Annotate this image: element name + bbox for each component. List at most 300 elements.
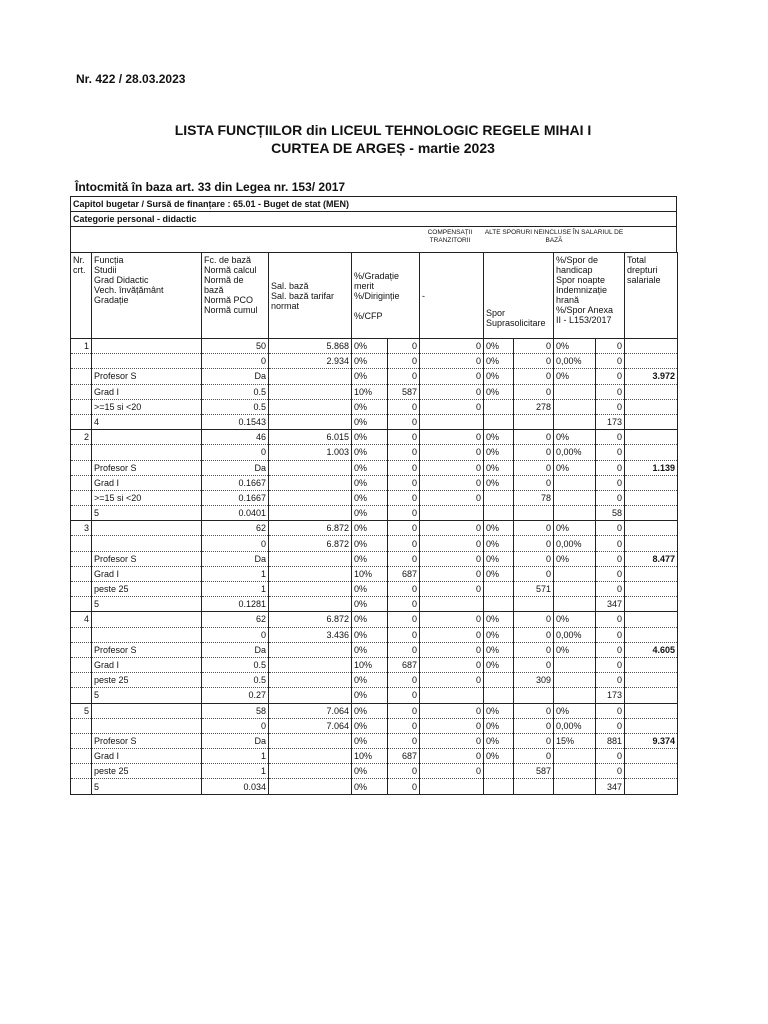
cell-nr xyxy=(71,582,92,597)
cell-total: 9.374 xyxy=(625,733,678,748)
cell-functia: Grad I xyxy=(92,657,202,672)
cell-spor-pct xyxy=(484,582,514,597)
cell-spor-val: 0 xyxy=(514,445,554,460)
header-spor-suprasolicitare: Spor Suprasolicitare xyxy=(484,253,554,339)
cell-gradatie-val: 0 xyxy=(388,354,420,369)
cell-handicap-pct xyxy=(554,399,596,414)
cell-gradatie-pct: 0% xyxy=(352,536,388,551)
cell-nr xyxy=(71,384,92,399)
table-row xyxy=(71,430,678,445)
cell-compensatii: 0 xyxy=(420,673,484,688)
cell-handicap-val: 0 xyxy=(596,764,625,779)
cell-handicap-val: 0 xyxy=(596,339,625,354)
cell-compensatii: 0 xyxy=(420,521,484,536)
cell-nr xyxy=(71,733,92,748)
cell-gradatie-val: 0 xyxy=(388,642,420,657)
table-row xyxy=(71,475,678,490)
cell-spor-val xyxy=(514,414,554,429)
cell-sal-baza xyxy=(269,475,352,490)
cell-compensatii xyxy=(420,414,484,429)
cell-sal-baza xyxy=(269,384,352,399)
cell-fc-baza: 0.1281 xyxy=(202,597,269,612)
cell-compensatii: 0 xyxy=(420,369,484,384)
cell-sal-baza xyxy=(269,490,352,505)
cell-spor-val xyxy=(514,688,554,703)
budget-chapter-row: Capitol bugetar / Sursă de finanțare : 65.01 - Buget de stat (MEN) xyxy=(70,196,677,212)
cell-compensatii: 0 xyxy=(420,718,484,733)
cell-fc-baza: 0 xyxy=(202,445,269,460)
cell-spor-val: 0 xyxy=(514,551,554,566)
header-functia: Funcția Studii Grad Didactic Vech. învățământ Gradație xyxy=(92,253,202,339)
cell-gradatie-pct: 10% xyxy=(352,657,388,672)
cell-spor-val: 0 xyxy=(514,642,554,657)
cell-fc-baza: 58 xyxy=(202,703,269,718)
table-row xyxy=(71,642,678,657)
cell-compensatii xyxy=(420,597,484,612)
cell-sal-baza: 5.868 xyxy=(269,339,352,354)
table-row xyxy=(71,566,678,581)
cell-total: 8.477 xyxy=(625,551,678,566)
cell-handicap-pct: 0,00% xyxy=(554,354,596,369)
cell-fc-baza: 0.0401 xyxy=(202,506,269,521)
cell-handicap-val: 347 xyxy=(596,779,625,794)
cell-handicap-val: 0 xyxy=(596,749,625,764)
cell-fc-baza: 1 xyxy=(202,582,269,597)
cell-spor-pct: 0% xyxy=(484,612,514,627)
cell-gradatie-pct: 0% xyxy=(352,506,388,521)
cell-fc-baza: 0.27 xyxy=(202,688,269,703)
cell-handicap-val: 0 xyxy=(596,612,625,627)
table-row xyxy=(71,399,678,414)
cell-gradatie-val: 0 xyxy=(388,703,420,718)
cell-spor-val: 0 xyxy=(514,521,554,536)
cell-gradatie-val: 0 xyxy=(388,688,420,703)
cell-gradatie-pct: 0% xyxy=(352,521,388,536)
cell-total: 4.605 xyxy=(625,642,678,657)
cell-spor-pct: 0% xyxy=(484,733,514,748)
column-header-row xyxy=(71,253,678,339)
cell-gradatie-pct: 0% xyxy=(352,688,388,703)
cell-total: 1.139 xyxy=(625,460,678,475)
cell-compensatii: 0 xyxy=(420,733,484,748)
cell-gradatie-val: 0 xyxy=(388,597,420,612)
cell-total xyxy=(625,475,678,490)
cell-fc-baza: 0.1667 xyxy=(202,475,269,490)
cell-fc-baza: 50 xyxy=(202,339,269,354)
cell-sal-baza xyxy=(269,642,352,657)
cell-handicap-val: 173 xyxy=(596,414,625,429)
cell-compensatii: 0 xyxy=(420,642,484,657)
cell-fc-baza: 46 xyxy=(202,430,269,445)
cell-gradatie-pct: 0% xyxy=(352,475,388,490)
cell-total xyxy=(625,566,678,581)
cell-compensatii: 0 xyxy=(420,627,484,642)
header-spor-handicap: %/Spor de handicap Spor noapte Indemnizație hrană %/Spor Anexa II - L153/2017 xyxy=(554,253,625,339)
cell-spor-val xyxy=(514,597,554,612)
cell-spor-val: 0 xyxy=(514,657,554,672)
cell-nr xyxy=(71,536,92,551)
group-compensatii: COMPENSAȚII TRANZITORII xyxy=(427,229,473,244)
cell-sal-baza xyxy=(269,764,352,779)
cell-gradatie-pct: 0% xyxy=(352,597,388,612)
cell-sal-baza: 7.064 xyxy=(269,703,352,718)
staff-category-row: Categorie personal - didactic xyxy=(70,211,677,227)
table-row xyxy=(71,551,678,566)
table-row xyxy=(71,673,678,688)
cell-functia xyxy=(92,354,202,369)
cell-handicap-val: 347 xyxy=(596,597,625,612)
header-fc-baza: Fc. de bază Normă calcul Normă de bază Normă PCO Normă cumul xyxy=(202,253,269,339)
cell-total xyxy=(625,506,678,521)
cell-spor-pct: 0% xyxy=(484,369,514,384)
cell-gradatie-val: 0 xyxy=(388,536,420,551)
cell-functia xyxy=(92,521,202,536)
cell-handicap-pct xyxy=(554,475,596,490)
cell-nr xyxy=(71,354,92,369)
cell-gradatie-pct: 10% xyxy=(352,566,388,581)
cell-spor-pct: 0% xyxy=(484,430,514,445)
cell-spor-val: 309 xyxy=(514,673,554,688)
cell-nr xyxy=(71,551,92,566)
table-row xyxy=(71,354,678,369)
cell-compensatii xyxy=(420,506,484,521)
cell-nr: 4 xyxy=(71,612,92,627)
cell-gradatie-val: 0 xyxy=(388,627,420,642)
cell-functia xyxy=(92,430,202,445)
cell-handicap-val: 0 xyxy=(596,354,625,369)
cell-gradatie-val: 0 xyxy=(388,490,420,505)
cell-gradatie-val: 0 xyxy=(388,764,420,779)
cell-spor-val: 78 xyxy=(514,490,554,505)
cell-total xyxy=(625,779,678,794)
cell-gradatie-pct: 10% xyxy=(352,749,388,764)
cell-handicap-pct: 0,00% xyxy=(554,718,596,733)
cell-fc-baza: 0.5 xyxy=(202,657,269,672)
cell-handicap-pct: 0% xyxy=(554,642,596,657)
cell-gradatie-val: 0 xyxy=(388,718,420,733)
salary-table xyxy=(70,252,678,795)
cell-fc-baza: 0.034 xyxy=(202,779,269,794)
cell-spor-pct xyxy=(484,414,514,429)
cell-gradatie-pct: 0% xyxy=(352,490,388,505)
cell-functia: >=15 si <20 xyxy=(92,399,202,414)
cell-fc-baza: Da xyxy=(202,551,269,566)
cell-compensatii: 0 xyxy=(420,384,484,399)
cell-handicap-pct: 0% xyxy=(554,369,596,384)
cell-functia: 5 xyxy=(92,506,202,521)
cell-compensatii xyxy=(420,688,484,703)
cell-gradatie-val: 0 xyxy=(388,612,420,627)
cell-nr xyxy=(71,445,92,460)
cell-compensatii: 0 xyxy=(420,657,484,672)
cell-gradatie-val: 0 xyxy=(388,582,420,597)
cell-handicap-pct xyxy=(554,566,596,581)
cell-handicap-val: 0 xyxy=(596,551,625,566)
cell-nr xyxy=(71,399,92,414)
cell-spor-val: 0 xyxy=(514,384,554,399)
cell-spor-pct xyxy=(484,399,514,414)
cell-total xyxy=(625,445,678,460)
cell-total xyxy=(625,764,678,779)
header-gradatie: %/Gradație merit %/Diriginție %/CFP xyxy=(352,253,420,339)
cell-nr xyxy=(71,764,92,779)
cell-nr xyxy=(71,657,92,672)
table-row xyxy=(71,536,678,551)
cell-spor-pct: 0% xyxy=(484,521,514,536)
cell-gradatie-val: 0 xyxy=(388,399,420,414)
cell-gradatie-pct: 10% xyxy=(352,384,388,399)
cell-compensatii: 0 xyxy=(420,354,484,369)
group-alte-sporuri: ALTE SPORURI NEINCLUSE ÎN SALARIUL DE BAZĂ xyxy=(484,229,624,244)
cell-spor-pct: 0% xyxy=(484,445,514,460)
cell-handicap-pct xyxy=(554,749,596,764)
cell-handicap-pct: 0% xyxy=(554,339,596,354)
cell-gradatie-val: 0 xyxy=(388,673,420,688)
cell-spor-pct: 0% xyxy=(484,566,514,581)
cell-fc-baza: Da xyxy=(202,642,269,657)
cell-gradatie-pct: 0% xyxy=(352,627,388,642)
cell-handicap-pct: 15% xyxy=(554,733,596,748)
cell-total xyxy=(625,612,678,627)
cell-total xyxy=(625,536,678,551)
cell-gradatie-val: 687 xyxy=(388,566,420,581)
cell-handicap-val: 0 xyxy=(596,703,625,718)
cell-handicap-val: 0 xyxy=(596,430,625,445)
cell-nr xyxy=(71,490,92,505)
cell-gradatie-val: 0 xyxy=(388,414,420,429)
cell-handicap-val: 0 xyxy=(596,521,625,536)
cell-handicap-val: 0 xyxy=(596,384,625,399)
cell-gradatie-val: 687 xyxy=(388,749,420,764)
cell-nr: 5 xyxy=(71,703,92,718)
cell-nr xyxy=(71,414,92,429)
cell-spor-pct: 0% xyxy=(484,475,514,490)
cell-gradatie-val: 0 xyxy=(388,475,420,490)
cell-gradatie-val: 0 xyxy=(388,445,420,460)
cell-nr: 2 xyxy=(71,430,92,445)
cell-handicap-pct: 0% xyxy=(554,430,596,445)
cell-handicap-pct: 0% xyxy=(554,460,596,475)
table-row xyxy=(71,703,678,718)
cell-sal-baza xyxy=(269,688,352,703)
cell-spor-pct: 0% xyxy=(484,657,514,672)
cell-sal-baza xyxy=(269,657,352,672)
cell-compensatii: 0 xyxy=(420,551,484,566)
cell-gradatie-pct: 0% xyxy=(352,612,388,627)
document-title-line1: LISTA FUNCȚIILOR din LICEUL TEHNOLOGIC REGELE MIHAI I xyxy=(174,122,592,138)
cell-spor-val xyxy=(514,506,554,521)
cell-fc-baza: 1 xyxy=(202,566,269,581)
cell-functia: peste 25 xyxy=(92,673,202,688)
cell-nr xyxy=(71,718,92,733)
table-row xyxy=(71,506,678,521)
cell-gradatie-pct: 0% xyxy=(352,582,388,597)
cell-handicap-pct: 0% xyxy=(554,551,596,566)
cell-gradatie-pct: 0% xyxy=(352,779,388,794)
cell-functia xyxy=(92,339,202,354)
cell-handicap-val: 0 xyxy=(596,627,625,642)
cell-spor-val: 0 xyxy=(514,612,554,627)
cell-spor-val: 0 xyxy=(514,536,554,551)
cell-total xyxy=(625,582,678,597)
cell-sal-baza xyxy=(269,566,352,581)
cell-spor-pct xyxy=(484,764,514,779)
table-row xyxy=(71,460,678,475)
cell-gradatie-pct: 0% xyxy=(352,673,388,688)
cell-handicap-val: 0 xyxy=(596,718,625,733)
table-row xyxy=(71,384,678,399)
cell-functia: 5 xyxy=(92,688,202,703)
table-row xyxy=(71,627,678,642)
cell-spor-val: 0 xyxy=(514,703,554,718)
cell-fc-baza: 62 xyxy=(202,612,269,627)
cell-handicap-pct: 0% xyxy=(554,612,596,627)
cell-gradatie-val: 0 xyxy=(388,779,420,794)
cell-compensatii: 0 xyxy=(420,749,484,764)
document-number: Nr. 422 / 28.03.2023 xyxy=(76,72,186,86)
cell-gradatie-pct: 0% xyxy=(352,551,388,566)
cell-handicap-pct xyxy=(554,490,596,505)
cell-functia: Grad I xyxy=(92,384,202,399)
cell-total: 3.972 xyxy=(625,369,678,384)
cell-nr xyxy=(71,627,92,642)
cell-compensatii: 0 xyxy=(420,339,484,354)
cell-handicap-pct xyxy=(554,384,596,399)
cell-handicap-pct xyxy=(554,673,596,688)
cell-handicap-pct: 0,00% xyxy=(554,536,596,551)
cell-nr xyxy=(71,642,92,657)
cell-gradatie-pct: 0% xyxy=(352,718,388,733)
cell-fc-baza: 0.1543 xyxy=(202,414,269,429)
cell-handicap-val: 58 xyxy=(596,506,625,521)
cell-functia: peste 25 xyxy=(92,582,202,597)
cell-spor-val: 0 xyxy=(514,475,554,490)
cell-fc-baza: Da xyxy=(202,733,269,748)
cell-handicap-pct xyxy=(554,688,596,703)
cell-gradatie-pct: 0% xyxy=(352,703,388,718)
cell-handicap-pct xyxy=(554,764,596,779)
cell-spor-pct: 0% xyxy=(484,460,514,475)
cell-fc-baza: Da xyxy=(202,369,269,384)
cell-compensatii: 0 xyxy=(420,490,484,505)
cell-fc-baza: 0 xyxy=(202,354,269,369)
cell-compensatii: 0 xyxy=(420,399,484,414)
cell-gradatie-val: 0 xyxy=(388,369,420,384)
table-row xyxy=(71,688,678,703)
cell-handicap-val: 173 xyxy=(596,688,625,703)
cell-compensatii: 0 xyxy=(420,445,484,460)
cell-compensatii: 0 xyxy=(420,612,484,627)
table-row xyxy=(71,369,678,384)
cell-spor-pct: 0% xyxy=(484,749,514,764)
table-row xyxy=(71,764,678,779)
cell-total xyxy=(625,490,678,505)
cell-fc-baza: 0.5 xyxy=(202,399,269,414)
cell-spor-pct: 0% xyxy=(484,642,514,657)
cell-sal-baza: 3.436 xyxy=(269,627,352,642)
cell-handicap-val: 0 xyxy=(596,673,625,688)
cell-sal-baza: 6.872 xyxy=(269,521,352,536)
cell-functia: 5 xyxy=(92,779,202,794)
table-row xyxy=(71,414,678,429)
cell-compensatii: 0 xyxy=(420,430,484,445)
cell-gradatie-val: 0 xyxy=(388,733,420,748)
cell-compensatii xyxy=(420,779,484,794)
table-row xyxy=(71,718,678,733)
cell-compensatii: 0 xyxy=(420,475,484,490)
cell-handicap-val: 881 xyxy=(596,733,625,748)
cell-spor-val: 0 xyxy=(514,718,554,733)
cell-spor-pct xyxy=(484,506,514,521)
cell-sal-baza xyxy=(269,551,352,566)
cell-functia xyxy=(92,445,202,460)
cell-spor-val: 0 xyxy=(514,339,554,354)
cell-fc-baza: 0.5 xyxy=(202,384,269,399)
cell-spor-val: 0 xyxy=(514,566,554,581)
cell-sal-baza xyxy=(269,369,352,384)
cell-compensatii: 0 xyxy=(420,536,484,551)
cell-handicap-pct: 0,00% xyxy=(554,445,596,460)
cell-handicap-pct: 0% xyxy=(554,521,596,536)
cell-spor-pct: 0% xyxy=(484,536,514,551)
cell-handicap-val: 0 xyxy=(596,460,625,475)
legal-basis: Întocmită în baza art. 33 din Legea nr. 153/ 2017 xyxy=(75,180,346,194)
cell-fc-baza: 0 xyxy=(202,627,269,642)
document-title-line2: CURTEA DE ARGEȘ - martie 2023 xyxy=(271,140,495,156)
cell-fc-baza: 1 xyxy=(202,749,269,764)
cell-handicap-val: 0 xyxy=(596,399,625,414)
cell-functia: peste 25 xyxy=(92,764,202,779)
cell-nr: 3 xyxy=(71,521,92,536)
cell-functia: Grad I xyxy=(92,475,202,490)
cell-functia xyxy=(92,703,202,718)
cell-spor-pct: 0% xyxy=(484,703,514,718)
cell-nr xyxy=(71,460,92,475)
cell-functia xyxy=(92,627,202,642)
cell-sal-baza xyxy=(269,399,352,414)
cell-sal-baza xyxy=(269,506,352,521)
cell-spor-val: 0 xyxy=(514,354,554,369)
cell-functia xyxy=(92,718,202,733)
table-row xyxy=(71,490,678,505)
cell-handicap-pct xyxy=(554,597,596,612)
cell-sal-baza: 2.934 xyxy=(269,354,352,369)
cell-spor-val: 0 xyxy=(514,733,554,748)
cell-spor-pct xyxy=(484,673,514,688)
cell-compensatii: 0 xyxy=(420,764,484,779)
cell-gradatie-pct: 0% xyxy=(352,399,388,414)
cell-gradatie-val: 0 xyxy=(388,339,420,354)
cell-handicap-pct xyxy=(554,657,596,672)
cell-total xyxy=(625,399,678,414)
cell-gradatie-pct: 0% xyxy=(352,445,388,460)
cell-sal-baza xyxy=(269,673,352,688)
header-compensatii: - xyxy=(420,253,484,339)
table-row xyxy=(71,521,678,536)
cell-total xyxy=(625,430,678,445)
cell-functia: Profesor S xyxy=(92,642,202,657)
cell-spor-val: 0 xyxy=(514,749,554,764)
table-row xyxy=(71,597,678,612)
cell-fc-baza: Da xyxy=(202,460,269,475)
cell-handicap-val: 0 xyxy=(596,642,625,657)
cell-functia: Grad I xyxy=(92,749,202,764)
cell-functia: Profesor S xyxy=(92,733,202,748)
cell-nr xyxy=(71,369,92,384)
cell-total xyxy=(625,657,678,672)
cell-compensatii: 0 xyxy=(420,460,484,475)
cell-sal-baza xyxy=(269,582,352,597)
